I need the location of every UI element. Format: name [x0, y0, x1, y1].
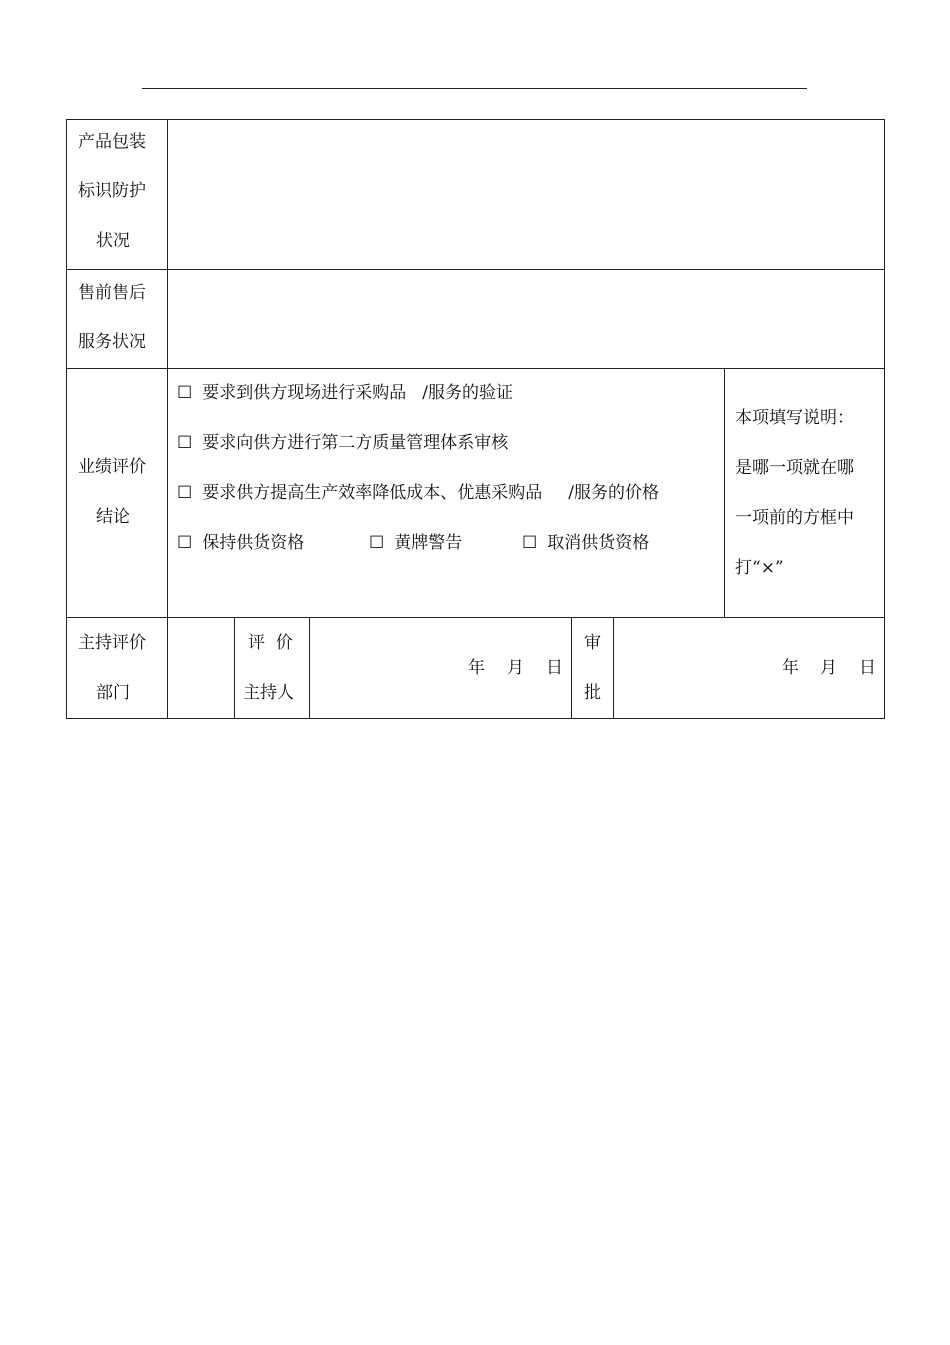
service-value-cell[interactable]: [168, 270, 884, 368]
packaging-label-line-2: 标识防护: [78, 181, 146, 201]
checkbox-icon[interactable]: ☐: [177, 383, 193, 403]
date-day-1: 日: [546, 658, 563, 678]
header-rule: [142, 88, 807, 89]
conclusion-label-line-1: 业绩评价: [78, 457, 146, 477]
option-second-party-audit[interactable]: [177, 435, 508, 452]
checkbox-icon[interactable]: ☐: [522, 533, 538, 553]
checkbox-icon[interactable]: ☐: [177, 433, 193, 453]
option-verify-onsite[interactable]: [177, 385, 513, 402]
conclusion-label-line-2: 结论: [96, 507, 130, 527]
note-line-1: 本项填写说明：: [735, 408, 854, 428]
packaging-label-line-1: 产品包装: [78, 132, 146, 152]
option-keep-qualification-text: 保持供货资格: [202, 533, 305, 553]
dept-label-line-2: 部门: [96, 683, 130, 703]
option-cancel-qualification-text: 取消供货资格: [547, 533, 650, 553]
option-verify-onsite-text-2: /服务的验证: [422, 383, 513, 403]
note-line-2: 是哪一项就在哪: [735, 458, 854, 478]
date-month-2: 月: [820, 658, 837, 678]
option-cancel-qualification[interactable]: [522, 535, 649, 552]
checkbox-icon[interactable]: ☐: [177, 483, 193, 503]
date-year-1: 年: [468, 658, 485, 678]
checkbox-icon[interactable]: ☐: [177, 533, 193, 553]
date-day-2: 日: [859, 658, 876, 678]
approve-label-line-1: 审: [584, 633, 601, 653]
option-second-party-audit-text: 要求向供方进行第二方质量管理体系审核: [202, 433, 509, 453]
checkbox-icon[interactable]: ☐: [369, 533, 385, 553]
approve-label-line-2: 批: [584, 683, 601, 703]
approve-signature-cell[interactable]: [614, 618, 884, 718]
date-month-1: 月: [507, 658, 524, 678]
option-improve-efficiency[interactable]: [177, 485, 659, 502]
option-improve-efficiency-text: 要求供方提高生产效率降低成本、优惠采购品: [202, 483, 543, 503]
host-signature-cell[interactable]: [310, 618, 571, 718]
dept-value-cell[interactable]: [168, 618, 234, 718]
packaging-label-line-3: 状况: [96, 231, 130, 251]
host-label-line-1: 评 价: [248, 633, 293, 653]
note-line-4: 打“×”: [735, 558, 784, 578]
service-label-line-1: 售前售后: [78, 283, 146, 303]
option-yellow-warning-text: 黄牌警告: [394, 533, 463, 553]
dept-label-line-1: 主持评价: [78, 633, 146, 653]
packaging-value-cell[interactable]: [168, 120, 884, 269]
option-improve-efficiency-text-2: /服务的价格: [568, 483, 659, 503]
service-label-line-2: 服务状况: [78, 332, 146, 352]
host-label-line-2: 主持人: [243, 683, 294, 703]
option-yellow-warning[interactable]: [369, 535, 462, 552]
option-keep-qualification[interactable]: [177, 535, 304, 552]
option-verify-onsite-text: 要求到供方现场进行采购品: [202, 383, 407, 403]
note-line-3: 一项前的方框中: [735, 508, 854, 528]
date-year-2: 年: [782, 658, 799, 678]
